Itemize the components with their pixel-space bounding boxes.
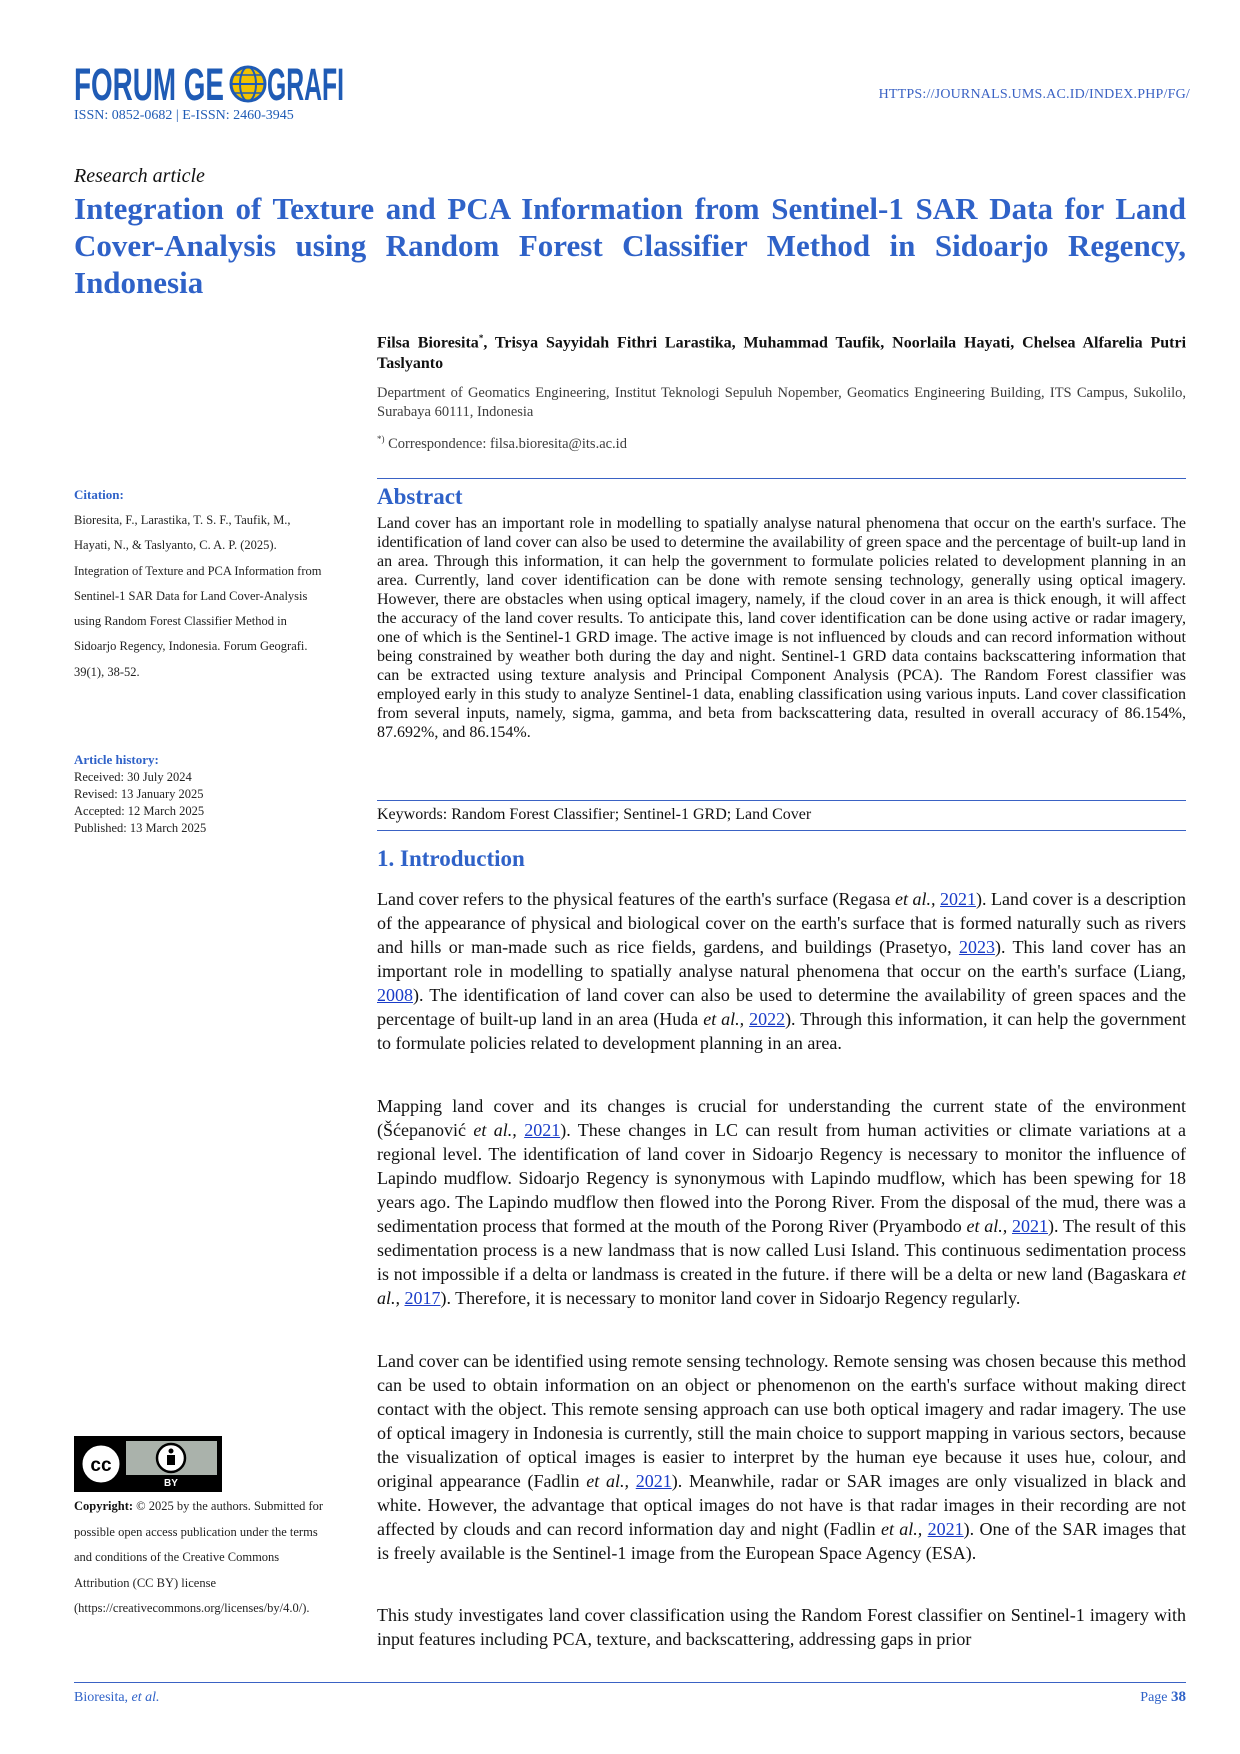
- history-received: Received: 30 July 2024: [74, 770, 192, 784]
- article-title: Integration of Texture and PCA Information from Sentinel-1 SAR Data for Land Cover-Analysis using Random Forest Classifier Method in Sidoarjo Regency, Indonesia: [74, 191, 1186, 300]
- et-al: et al.,: [473, 1120, 517, 1140]
- correspondence-email: Correspondence: filsa.bioresita@its.ac.id: [384, 435, 627, 452]
- cc-by-label: BY: [164, 1478, 178, 1489]
- keywords: Keywords: Random Forest Classifier; Sentinel-1 GRD; Land Cover: [377, 806, 812, 823]
- et-al: et al.,: [586, 1471, 629, 1491]
- text-run: ). The result of this sedimentation process is a new landmass that is now called Lusi Island. This continuous sedimentation process is not impossible if a delta or landmass is created in the future. if there will be a delta or new land (Bagaskara: [377, 1216, 1187, 1284]
- history-published: Published: 13 March 2025: [74, 821, 207, 835]
- text-run: ). Meanwhile, radar or SAR images are only visualized in black and white. However, the advantage that optical images do not have is that radar images in their recording are not affected by clouds and can record information day and night (Fadlin: [377, 1471, 1186, 1539]
- text-run: ). The identification of land cover can also be used to determine the availability of green spaces and the percentage of built-up land in an area (Huda: [377, 985, 1186, 1029]
- article-type: Research article: [74, 165, 205, 187]
- text-run: ). Therefore, it is necessary to monitor land cover in Sidoarjo Regency regularly.: [440, 1288, 1021, 1308]
- affiliation: Department of Geomatics Engineering, Institut Teknologi Sepuluh Nopember, Geomatics Engineering Building, ITS Campus, Sukolilo, Surabaya 60111, Indonesia: [377, 385, 1186, 420]
- citation-link-scepanovic-2021[interactable]: 2021: [524, 1120, 561, 1140]
- history-accepted: Accepted: 12 March 2025: [74, 804, 205, 818]
- citation-link-fadlin-2021-b[interactable]: 2021: [927, 1519, 964, 1539]
- globe-icon: [231, 67, 265, 101]
- journal-logo: [74, 58, 344, 108]
- corresponding-mark: *: [478, 333, 484, 343]
- intro-paragraph-4: This study investigates land cover classification using the Random Forest classifier on Sentinel-1 imagery with input features including PCA, texture, and backscattering, addressing gaps in prior: [377, 1605, 1186, 1649]
- intro-paragraph-1: [377, 887, 1186, 1055]
- citation-heading: Citation:: [74, 487, 124, 502]
- history-revised: Revised: 13 January 2025: [74, 787, 204, 801]
- footer-et-al: et al.: [131, 1690, 160, 1705]
- cc-by-license-icon[interactable]: [74, 1436, 222, 1492]
- et-al: et al.,: [377, 1264, 1186, 1308]
- intro-paragraph-2: [377, 1094, 1186, 1310]
- cc-icon-text: cc: [90, 1455, 112, 1476]
- page-number-value: 38: [1171, 1689, 1186, 1705]
- logo-text-forum-ge: FORUM GE: [74, 59, 224, 108]
- article-history-list: [74, 769, 206, 837]
- journal-url-link[interactable]: HTTPS://JOURNALS.UMS.AC.ID/INDEX.PHP/FG/: [878, 87, 1190, 102]
- issn: ISSN: 0852-0682 | E-ISSN: 2460-3945: [74, 108, 294, 123]
- footer-rule: [74, 1682, 1186, 1683]
- copyright-text: © 2025 by the authors. Submitted for possible open access publication under the terms and conditions of the Creative Commons Attribution (CC BY) license (https://creativecommons.org/licenses/by/4.0/).: [74, 1499, 324, 1615]
- copyright-notice: [74, 1494, 326, 1622]
- correspondence-mark: *): [377, 434, 385, 444]
- introduction-heading: 1. Introduction: [377, 846, 525, 871]
- citation-text: Bioresita, F., Larastika, T. S. F., Taufik, M., Hayati, N., & Taslyanto, C. A. P. (2025). Integration of Texture and PCA Information from Sentinel-1 SAR Data for Land Cover-Analysis using Random Forest Classifier Method in Sidoarjo Regency, Indonesia. Forum Geografi. 39(1), 38-52.: [74, 513, 322, 679]
- copyright-label: Copyright:: [74, 1499, 134, 1513]
- article-history-heading: Article history:: [74, 752, 159, 767]
- citation-link-prasetyo-2023[interactable]: 2023: [958, 937, 995, 957]
- text-run: Land cover can be identified using remote sensing technology. Remote sensing was chosen because this method can be used to obtain information on an object or phenomenon on the earth's surface without making direct contact with the object. This remote sensing approach can use both optical imagery and radar imagery. The use of optical imagery in Indonesia is currently, still the main choice to support mapping in various sectors, because the visualization of optical images is easier to interpret by the human eye because it uses hue, colour, and original appearance (Fadlin: [377, 1351, 1186, 1491]
- abstract-text: Land cover has an important role in modelling to spatially analyse natural phenomena that occur on the earth's surface. The identification of land cover can also be used to determine the availability of green space and the percentage of built-up land in an area. Through this information, it can help the government to formulate policies related to development planning in an area. Currently, land cover identification can be done with remote sensing technology, generally using optical imagery. However, there are obstacles when using optical imagery, namely, if the cloud cover in an area is thick enough, it will affect the accuracy of the land cover results. To anticipate this, land cover identification can be done using active or radar imagery, one of which is the Sentinel-1 GRD image. The active image is not influenced by clouds and can record information without being constrained by weather both during the day and night. Sentinel-1 GRD data contains backscattering information that can be extracted using texture analysis and Principal Component Analysis (PCA). The Random Forest classifier was employed early in this study to analyze Sentinel-1 data, enabling classification using various inputs. Land cover classification from several inputs, namely, sigma, gamma, and beta from backscattering data, resulted in overall accuracy of 86.154%, 87.692%, and 86.154%.: [377, 515, 1186, 741]
- et-al: et al.,: [895, 889, 936, 909]
- et-al: et al.,: [966, 1216, 1008, 1236]
- citation-link-fadlin-2021[interactable]: 2021: [635, 1471, 672, 1491]
- text-run: ). These changes in LC can result from human activities or climate variations at a regional level. The identification of land cover in Sidoarjo Regency is necessary to monitor the influence of Lapindo mudflow. Sidoarjo Regency is synonymous with Lapindo mudflow, which has been spewing for 18 years ago. The Lapindo mudflow then flowed into the Porong River. From the disposal of the mud, there was a sedimentation process that formed at the mouth of the Porong River (Pryambodo: [377, 1120, 1186, 1236]
- citation-link-liang-2008[interactable]: 2008: [377, 985, 413, 1005]
- citation-link-bagaskara-2017[interactable]: 2017: [404, 1288, 441, 1308]
- logo-text-grafi: GRAFI: [267, 59, 344, 108]
- abstract-heading: Abstract: [377, 484, 463, 509]
- co-authors: , Trisya Sayyidah Fithri Larastika, Muhammad Taufik, Noorlaila Hayati, Chelsea Alfarelia Putri Taslyanto: [377, 334, 1187, 373]
- citation-link-pryambodo-2021[interactable]: 2021: [1011, 1216, 1048, 1236]
- keywords-bottom-rule: [377, 830, 1186, 831]
- citation-link-huda-2022[interactable]: 2022: [749, 1009, 786, 1029]
- author-list: [377, 328, 1186, 374]
- text-run: ). One of the SAR images that is freely available is the Sentinel-1 image from the European Space Agency (ESA).: [377, 1519, 1186, 1563]
- corresponding-author: Filsa Bioresita: [377, 334, 479, 352]
- text-run: ). Land cover is a description of the appearance of physical and biological cover on the earth's surface that is formed naturally such as rivers and hills or man-made such as rice fields, gardens, and buildings (Prasetyo,: [377, 889, 1186, 957]
- correspondence: [377, 434, 627, 453]
- text-run: Mapping land cover and its changes is crucial for understanding the current state of the environment (Šćepanović: [377, 1096, 1186, 1140]
- text-run: ). This land cover has an important role in modelling to spatially analyse natural phenomena that occur on the earth's surface (Liang,: [377, 937, 1186, 981]
- abstract-top-rule: [377, 478, 1186, 479]
- et-al: et al.,: [881, 1519, 923, 1539]
- citation-link-regasa-2021[interactable]: 2021: [940, 889, 977, 909]
- et-al: et al.,: [703, 1009, 745, 1029]
- footer-author-name: Bioresita,: [74, 1690, 132, 1705]
- page-number: [1140, 1689, 1186, 1706]
- page-label: Page: [1140, 1690, 1171, 1705]
- intro-paragraph-3: [377, 1349, 1186, 1565]
- keywords-top-rule: [377, 800, 1186, 801]
- text-run: ). Through this information, it can help the government to formulate policies related to development planning in an area.: [377, 1009, 1186, 1053]
- text-run: Land cover refers to the physical features of the earth's surface (Regasa: [377, 889, 896, 909]
- footer-authors: [74, 1690, 160, 1706]
